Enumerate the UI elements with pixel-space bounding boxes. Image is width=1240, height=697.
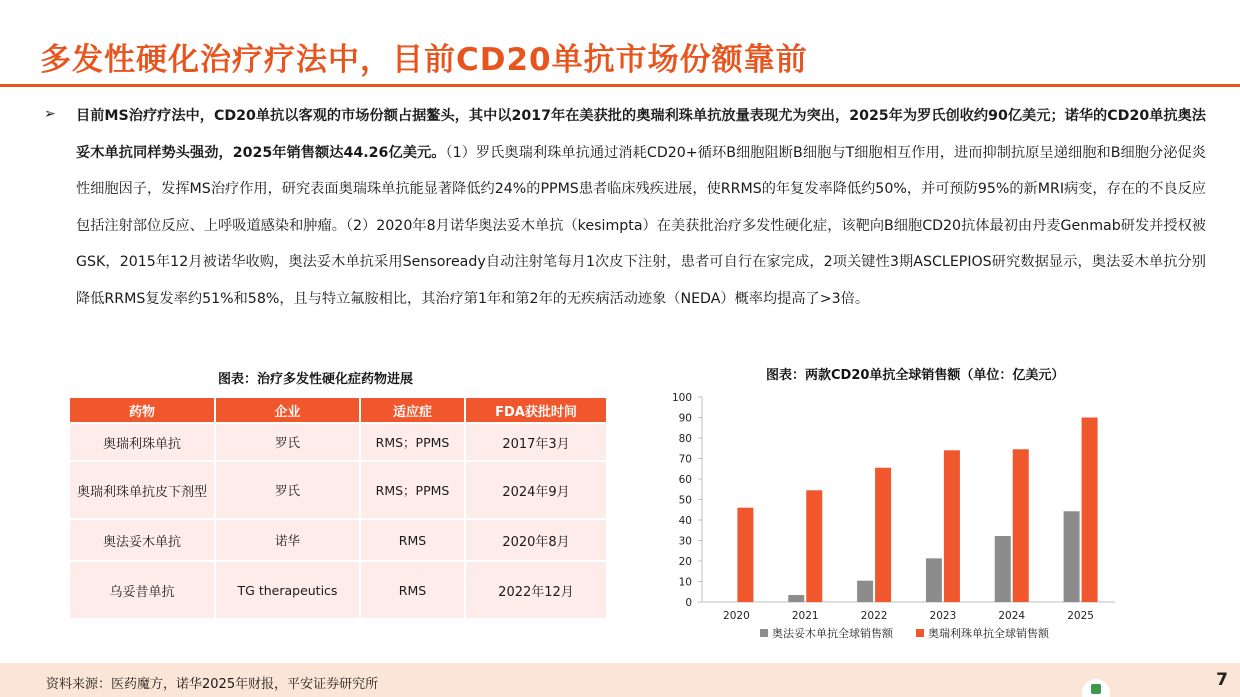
legend-label: 奥法妥木单抗全球销售额 (772, 627, 893, 640)
legend-label: 奥瑞利珠单抗全球销售额 (928, 627, 1049, 640)
source-note: 资料来源：医药魔方，诺华2025年财报，平安证券研究所 (46, 677, 379, 692)
arrow-bullet-icon: ➢ (44, 106, 56, 122)
legend-swatch (760, 629, 768, 637)
body-paragraph (76, 98, 1206, 317)
bar-ofatumumab-2025 (1064, 511, 1080, 602)
header-indication: 适应症 (360, 398, 465, 423)
title-divider (0, 84, 1240, 87)
table-row (70, 519, 606, 561)
y-tick-label: 80 (678, 433, 692, 445)
cell-indication: RMS；PPMS (360, 423, 465, 461)
header-company: 企业 (215, 398, 360, 423)
bar-ofatumumab-2022 (857, 581, 873, 602)
x-tick-label: 2023 (929, 610, 957, 622)
bar-ocrelizumab-2025 (1082, 418, 1098, 603)
y-tick-label: 90 (678, 412, 692, 425)
bar-ofatumumab-2021 (788, 595, 804, 602)
cell-date: 2017年3月 (465, 423, 606, 461)
cell-indication: RMS (360, 519, 465, 561)
paragraph-body-text: （1）罗氏奥瑞利珠单抗通过消耗CD20+循环B细胞阻断B细胞与T细胞相互作用，进而抑制抗原呈递细胞和B细胞分泌促炎性细胞因子，发挥MS治疗作用，研究表面奥瑞珠单抗能显著降低约24%的PPMS患者临床残疾进展，使RRMS的年复发率降低约50%，并可预防95%的新MRI病变，存在的不良反应包括注射部位反应、上呼吸道感染和肿瘤。（2）2020年8月诺华奥法妥木单抗（kesimpta）在美获批治疗多发性硬化症，该靶向B细胞CD20抗体最初由丹麦Genmab研发并授权被GSK，2015年12月被诺华收购，奥法妥木单抗采用Sensoready自动注射笔每月1次皮下注射，患者可自行在家完成，2项关键性3期ASCLEPIOS研究数据显示，奥法妥木单抗分别降低RRMS复发率约51%和58%，且与特立氟胺相比，其治疗第1年和第2年的无疾病活动迹象（NEDA）概率均提高了>3倍。 (76, 144, 1206, 307)
y-tick-label: 70 (678, 453, 692, 466)
y-tick-label: 40 (678, 515, 692, 527)
bar-ocrelizumab-2022 (875, 468, 891, 602)
bar-ocrelizumab-2020 (737, 508, 753, 602)
y-tick-label: 30 (678, 535, 692, 548)
bar-ocrelizumab-2021 (806, 490, 822, 602)
cell-company: 罗氏 (215, 423, 360, 461)
x-tick-label: 2020 (723, 610, 750, 622)
cell-indication: RMS (360, 561, 465, 618)
cell-drug: 乌妥昔单抗 (70, 561, 215, 618)
cell-date: 2022年12月 (465, 561, 606, 618)
y-tick-label: 20 (678, 556, 692, 568)
y-tick-label: 0 (685, 597, 692, 609)
cell-drug: 奥瑞利珠单抗皮下剂型 (70, 461, 215, 519)
cell-indication: RMS；PPMS (360, 461, 465, 519)
cell-drug: 奥法妥木单抗 (70, 519, 215, 561)
legend-swatch (916, 629, 924, 637)
drug-table (70, 398, 606, 618)
x-tick-label: 2022 (860, 610, 888, 622)
cell-date: 2024年9月 (465, 461, 606, 519)
cell-company: 诺华 (215, 519, 360, 561)
chart-title: 图表：两款CD20单抗全球销售额（单位：亿美元） (766, 368, 1065, 383)
table-row (70, 423, 606, 461)
cell-drug: 奥瑞利珠单抗 (70, 423, 215, 461)
y-tick-label: 100 (671, 392, 692, 404)
y-tick-label: 50 (678, 494, 692, 507)
cell-date: 2020年8月 (465, 519, 606, 561)
header-fda-date: FDA获批时间 (465, 398, 606, 423)
table-row (70, 561, 606, 618)
table-caption: 图表：治疗多发性硬化症药物进展 (218, 372, 414, 387)
paragraph-bold-lead: 目前MS治疗疗法中，CD20单抗以客观的市场份额占据鳌头，其中以2017年在美获批的奥瑞利珠单抗放量表现尤为突出，2025年为罗氏创收约90亿美元；诺华的CD20单抗奥法妥木单抗同样势头强劲，2025年销售额达44.26亿美元。 (76, 108, 1206, 161)
table-header-row (70, 398, 606, 423)
x-tick-label: 2021 (791, 610, 819, 622)
bar-ocrelizumab-2024 (1013, 449, 1029, 602)
page-number: 7 (1216, 670, 1228, 690)
bar-ocrelizumab-2023 (944, 450, 960, 602)
header-drug: 药物 (70, 398, 215, 423)
cell-company: 罗氏 (215, 461, 360, 519)
bar-ofatumumab-2023 (926, 558, 942, 602)
page-title: 多发性硬化治疗疗法中，目前CD20单抗市场份额靠前 (40, 42, 808, 78)
y-tick-label: 10 (678, 576, 692, 589)
cell-company: TG therapeutics (215, 561, 360, 618)
x-tick-label: 2025 (1067, 610, 1094, 622)
sales-bar-chart (660, 385, 1140, 657)
y-tick-label: 60 (678, 474, 692, 486)
table-row (70, 461, 606, 519)
x-tick-label: 2024 (998, 610, 1026, 622)
bar-ofatumumab-2024 (995, 536, 1011, 602)
